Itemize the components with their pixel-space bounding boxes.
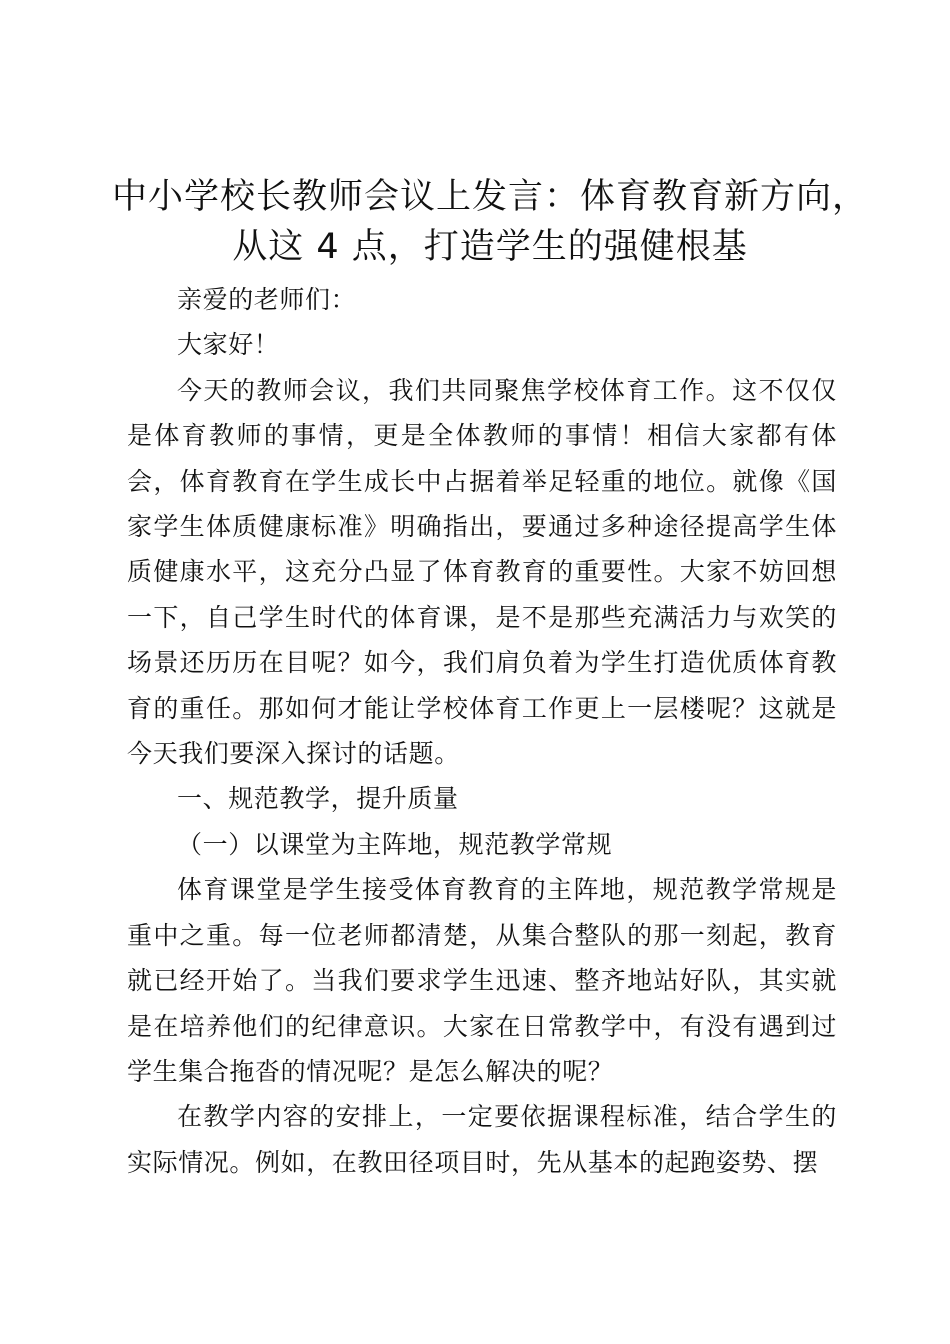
salutation: 大家好！ xyxy=(177,330,280,360)
section-heading: 一、规范教学，提升质量 xyxy=(177,784,459,814)
greeting: 亲爱的老师们： xyxy=(177,285,357,314)
paragraph-classroom: 体育课堂是学生接受体育教育的主阵地，规范教学常规是重中之重。每一位老师都清楚，从集合整队的那一刻起，教育就已经开始了。当我们要求学生迅速、整齐地站好队，其实就是在培养他们的纪律意识。大家在日常教学中，有没有遇到过学生集合拖沓的情况呢？是怎么解决的呢？ xyxy=(127,875,837,1086)
paragraph-intro: 今天的教师会议，我们共同聚焦学校体育工作。这不仅仅是体育教师的事情，更是全体教师的事情！相信大家都有体会，体育教育在学生成长中占据着举足轻重的地位。就像《国家学生体质健康标准》明确指出，要通过多种途径提高学生体质健康水平，这充分凸显了体育教育的重要性。大家不妨回想一下，自己学生时代的体育课，是不是那些充满活力与欢笑的场景还历历在目呢？如今，我们肩负着为学生打造优质体育教育的重任。那如何才能让学校体育工作更上一层楼呢？这就是今天我们要深入探讨的话题。 xyxy=(127,375,837,769)
document-body xyxy=(127,277,837,1185)
section-subheading: （一）以课堂为主阵地，规范教学常规 xyxy=(177,829,613,859)
document-title-line-1: 中小学校长教师会议上发言：体育教育新方向， xyxy=(111,177,868,217)
document-title-line-2: 从这 4 点，打造学生的强健根基 xyxy=(232,227,748,267)
paragraph-content: 在教学内容的安排上，一定要依据课程标准，结合学生的实际情况。例如，在教田径项目时，先从基本的起跑姿势、摆 xyxy=(127,1102,837,1177)
